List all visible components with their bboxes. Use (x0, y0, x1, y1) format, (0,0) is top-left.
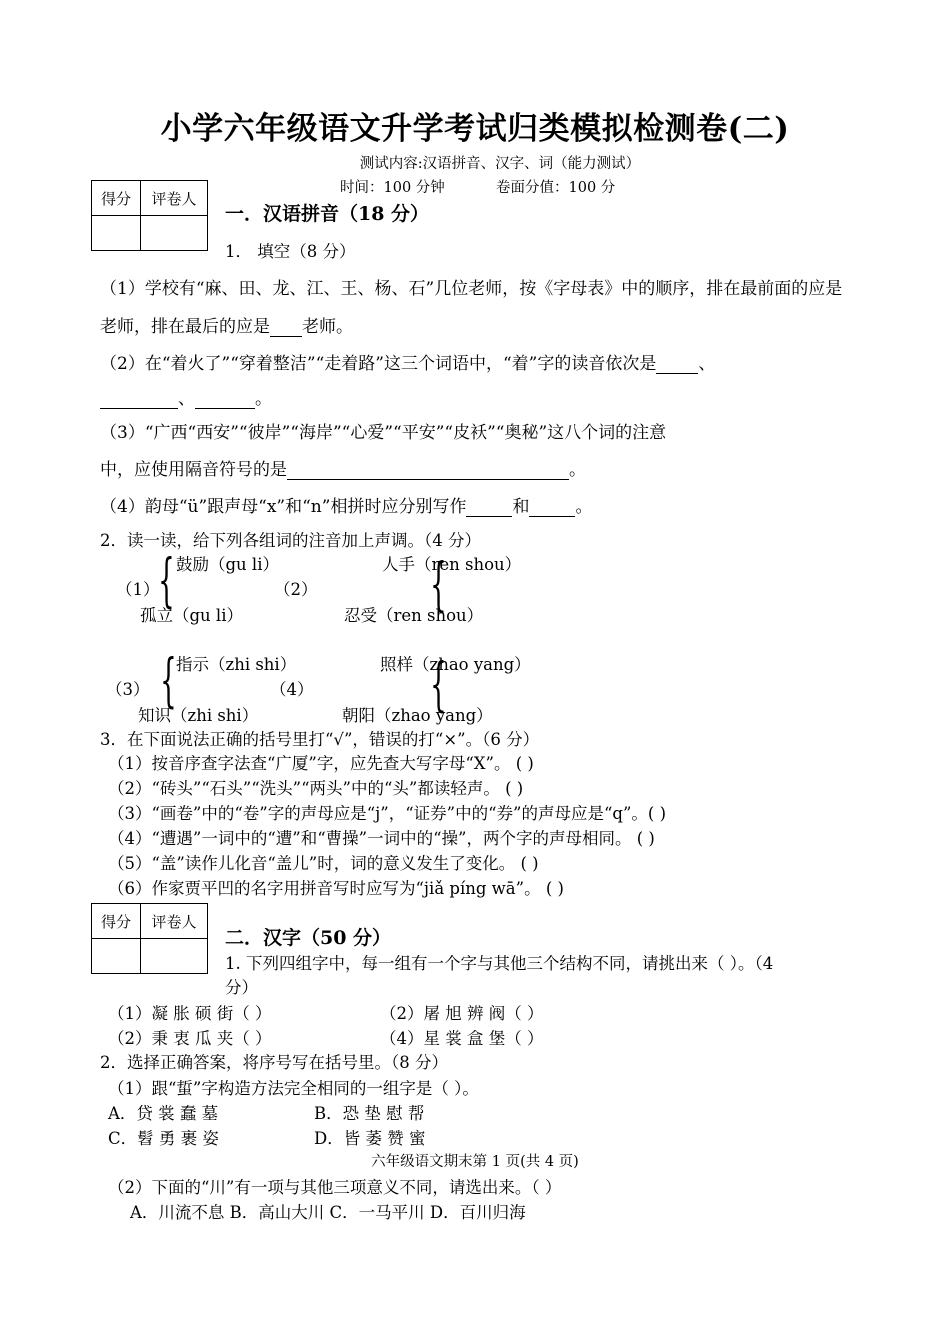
q1-4-line: （4）韵母“ü”跟声母“x”和“n”相拼时应分别写作 和 。 (100, 497, 593, 517)
q2-label-4: （4） (270, 680, 314, 699)
page-title: 小学六年级语文升学考试归类模拟检测卷(二) (160, 111, 790, 147)
s2-q2-2-options: A．川流不息 B．高山大川 C．一马平川 D．百川归海 (130, 1203, 526, 1222)
q3-title: 3．在下面说法正确的括号里打“√”，错误的打“×”。（6 分） (100, 730, 540, 749)
s2-q1-title-a: 1. 下列四组字中，每一组有一个字与其他三个结构不同，请挑出来（ ）。（4 (225, 954, 774, 973)
q1-title: 1． 填空（8 分） (225, 242, 356, 261)
option-a: A．贷 裳 蠢 墓 (108, 1104, 219, 1123)
q3-item-5: （5）“盖”读作儿化音“盖儿”时，词的意义发生了变化。 ( ) (108, 854, 539, 873)
s2-q1-row-1b: （2）屠 旭 辨 阀（ ） (380, 1004, 544, 1023)
score-info: 卷面分值：100 分 (496, 180, 616, 196)
section-2-heading: 二．汉字（50 分） (225, 927, 392, 949)
time-info: 时间：100 分钟 (340, 180, 445, 196)
page-footer: 六年级语文期末第 1 页(共 4 页) (371, 1154, 579, 1170)
score-box-2 (91, 903, 208, 974)
blank[interactable] (656, 355, 698, 374)
score-label: 得分 (92, 904, 141, 939)
option-d: D．皆 萎 赞 蜜 (314, 1129, 426, 1148)
option-b: B．恐 垫 慰 帮 (314, 1104, 425, 1123)
grader-cell[interactable] (141, 216, 208, 251)
word-6: 知识（zhi shi） (138, 706, 259, 725)
s2-q1-row-2a: （2）秉 衷 瓜 夹（ ） (108, 1029, 272, 1048)
q3-item-3: （3）“画卷”中的“卷”字的声母应是“j”，“证券”中的“券”的声母应是“q”。( ) (108, 804, 667, 823)
grader-label: 评卷人 (141, 181, 208, 216)
q2-title: 2．读一读，给下列各组词的注音加上声调。（4 分） (100, 531, 481, 550)
blank[interactable] (195, 390, 255, 409)
score-box-1 (91, 180, 208, 251)
word-8: 朝阳（zhao yang） (342, 706, 493, 725)
q1-2-line-a: （2）在“着火了”“穿着整洁”“走着路”这三个词语中，“着”字的读音依次是 、 (100, 354, 716, 374)
blank[interactable] (100, 390, 178, 409)
option-c: C．髫 勇 裹 姿 (108, 1129, 219, 1148)
blank[interactable] (466, 498, 512, 517)
s2-q1-row-2b: （4）星 裳 盒 堡（ ） (380, 1029, 544, 1048)
score-cell[interactable] (92, 939, 141, 974)
q1-3-line-a: （3）“广西“西安”“彼岸”“海岸”“心爱”“平安”“皮袄”“奥秘”这八个词的注意 (100, 423, 667, 443)
q3-item-2: （2）“砖头”“石头”“洗头”“两头”中的“头”都读轻声。 ( ) (108, 779, 524, 798)
score-cell[interactable] (92, 216, 141, 251)
brace-icon: { (430, 650, 447, 718)
s2-q2-1: （1）跟“蜇”字构造方法完全相同的一组字是（ ）。 (108, 1079, 479, 1098)
grader-label: 评卷人 (141, 904, 208, 939)
blank[interactable] (529, 498, 575, 517)
test-content: 测试内容:汉语拼音、汉字、词（能力测试） (359, 156, 641, 172)
word-2: 孤立（gu li） (140, 606, 243, 625)
q3-item-4: （4）“遭遇”一词中的“遭”和“曹操”一词中的“操”，两个字的声母相同。 ( ) (108, 829, 655, 848)
s2-q2-title: 2．选择正确答案，将序号写在括号里。（8 分） (100, 1053, 448, 1072)
brace-icon: { (158, 546, 175, 614)
brace-icon: { (160, 646, 177, 714)
q1-1-line-b: 老师，排在最后的应是 老师。 (100, 317, 353, 337)
word-3: 人手（ren shou） (382, 555, 522, 574)
score-label: 得分 (92, 181, 141, 216)
q1-2-line-b: 、 。 (100, 384, 272, 409)
q3-item-6: （6）作家贾平凹的名字用拼音写时应写为“jiǎ píng wā”。 ( ) (108, 879, 564, 898)
q2-label-1: （1） (116, 580, 160, 599)
s2-q1-row-1a: （1）凝 胀 硕 街（ ） (108, 1004, 272, 1023)
q2-label-2: （2） (274, 580, 318, 599)
word-7: 照样（zhao yang） (380, 655, 531, 674)
s2-q1-title-b: 分） (225, 978, 258, 997)
q1-3-line-b: 中，应使用隔音符号的是 。 (100, 460, 586, 480)
word-5: 指示（zhi shi） (176, 655, 297, 674)
q1-1-line-a: （1）学校有“麻、田、龙、江、王、杨、石”几位老师，按《字母表》中的顺序，排在最前面的应是 (100, 279, 843, 299)
section-1-heading: 一．汉语拼音（18 分） (225, 203, 430, 225)
q3-item-1: （1）按音序查字法查“广厦”字，应先查大写字母“X”。 ( ) (108, 754, 534, 773)
brace-icon: { (430, 550, 447, 618)
word-1: 鼓励（gu li） (176, 555, 279, 574)
s2-q2-2: （2）下面的“川”有一项与其他三项意义不同，请选出来。（ ） (108, 1178, 562, 1197)
q2-label-3: （3） (106, 680, 150, 699)
blank[interactable] (270, 318, 302, 337)
blank[interactable] (287, 461, 569, 480)
word-4: 忍受（ren shou） (344, 606, 484, 625)
grader-cell[interactable] (141, 939, 208, 974)
